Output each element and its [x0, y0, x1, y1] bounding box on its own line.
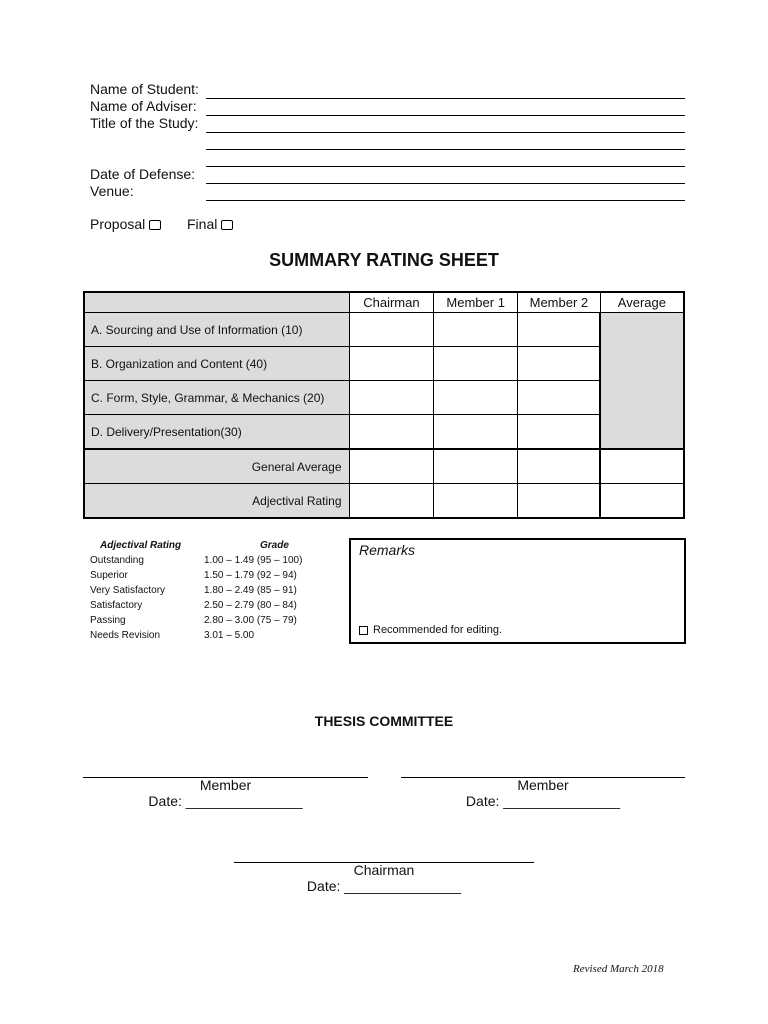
member-date-left[interactable]: Date: _______________	[148, 793, 303, 809]
adviser-label: Name of Adviser:	[90, 98, 197, 114]
final-checkbox[interactable]	[221, 220, 233, 230]
cell-member2-b[interactable]	[518, 347, 601, 381]
venue-line[interactable]	[206, 200, 685, 201]
scale-rating: Outstanding	[90, 555, 144, 566]
cell-member1-b[interactable]	[434, 347, 518, 381]
member-label-left: Member	[199, 777, 252, 793]
cell-chairman-adjectival[interactable]	[349, 484, 434, 519]
list-item	[90, 598, 330, 613]
proposal-label: Proposal	[90, 216, 146, 232]
final-option[interactable]	[187, 216, 233, 232]
criterion-d: D. Delivery/Presentation(30)	[84, 415, 349, 450]
student-label: Name of Student:	[90, 81, 199, 97]
student-line[interactable]	[206, 98, 685, 99]
cell-member2-adjectival[interactable]	[518, 484, 601, 519]
chairman-label: Chairman	[353, 862, 415, 878]
list-item	[90, 628, 330, 643]
cell-member1-adjectival[interactable]	[434, 484, 518, 519]
cell-chairman-general-average[interactable]	[349, 449, 434, 484]
list-item	[90, 553, 330, 568]
table-row	[84, 313, 684, 347]
scale-grade: 1.80 – 2.49 (85 – 91)	[204, 585, 297, 596]
table-row	[84, 484, 684, 519]
proposal-checkbox[interactable]	[149, 220, 161, 230]
cell-member2-d[interactable]	[518, 415, 601, 450]
scale-header-grade: Grade	[260, 540, 289, 551]
rating-scale	[90, 538, 330, 643]
cell-member2-c[interactable]	[518, 381, 601, 415]
header-member-1: Member 1	[434, 292, 518, 313]
average-merged-cell	[600, 313, 684, 450]
cell-member2-a[interactable]	[518, 313, 601, 347]
header-average: Average	[600, 292, 684, 313]
final-label: Final	[187, 216, 218, 232]
scale-header-rating: Adjectival Rating	[100, 540, 182, 551]
cell-chairman-a[interactable]	[349, 313, 434, 347]
table-row	[84, 449, 684, 484]
table-row	[84, 415, 684, 450]
venue-label: Venue:	[90, 183, 134, 199]
cell-chairman-b[interactable]	[349, 347, 434, 381]
cell-average-adjectival[interactable]	[600, 484, 684, 519]
title-label: Title of the Study:	[90, 115, 199, 131]
page-title: SUMMARY RATING SHEET	[269, 250, 499, 270]
scale-rating: Very Satisfactory	[90, 585, 166, 596]
criterion-b: B. Organization and Content (40)	[84, 347, 349, 381]
cell-member1-general-average[interactable]	[434, 449, 518, 484]
remarks-box[interactable]	[349, 538, 686, 644]
adviser-line[interactable]	[206, 115, 685, 116]
recommend-option[interactable]	[359, 624, 502, 636]
list-item	[90, 583, 330, 598]
title-line-1[interactable]	[206, 132, 685, 133]
date-of-defense-line[interactable]	[206, 183, 685, 184]
scale-rating: Satisfactory	[90, 600, 143, 611]
chairman-date[interactable]: Date: _______________	[306, 878, 462, 894]
recommend-checkbox[interactable]	[359, 626, 368, 635]
cell-member1-d[interactable]	[434, 415, 518, 450]
scale-grade: 1.00 – 1.49 (95 – 100)	[204, 555, 303, 566]
committee-title: THESIS COMMITTEE	[314, 713, 454, 729]
cell-member1-c[interactable]	[434, 381, 518, 415]
recommend-label: Recommended for editing.	[373, 624, 503, 636]
general-average-label: General Average	[84, 449, 349, 484]
scale-grade: 1.50 – 1.79 (92 – 94)	[204, 570, 297, 581]
adjectival-rating-label: Adjectival Rating	[84, 484, 349, 519]
table-row	[84, 381, 684, 415]
cell-average-general-average[interactable]	[600, 449, 684, 484]
cell-chairman-c[interactable]	[349, 381, 434, 415]
rating-table	[83, 291, 685, 519]
member-label-right: Member	[517, 777, 569, 793]
date-of-defense-label: Date of Defense:	[90, 166, 196, 182]
scale-rating: Needs Revision	[90, 630, 161, 641]
header-chairman: Chairman	[349, 292, 434, 313]
header-blank	[84, 292, 349, 313]
criterion-c: C. Form, Style, Grammar, & Mechanics (20)	[84, 381, 349, 415]
criterion-a: A. Sourcing and Use of Information (10)	[84, 313, 349, 347]
header-member-2: Member 2	[518, 292, 601, 313]
scale-grade: 3.01 – 5.00	[204, 630, 255, 641]
remarks-title: Remarks	[359, 542, 416, 558]
table-row	[84, 347, 684, 381]
revision-note: Revised March 2018	[573, 963, 664, 975]
list-item	[90, 568, 330, 583]
table-header-row	[84, 292, 684, 313]
scale-rating: Superior	[90, 570, 128, 581]
scale-rating: Passing	[90, 615, 126, 626]
scale-grade: 2.50 – 2.79 (80 – 84)	[204, 600, 297, 611]
proposal-option[interactable]	[90, 216, 161, 232]
list-item	[90, 613, 330, 628]
cell-member2-general-average[interactable]	[518, 449, 601, 484]
title-line-2[interactable]	[206, 149, 685, 150]
member-date-right[interactable]: Date: _______________	[465, 793, 621, 809]
cell-member1-a[interactable]	[434, 313, 518, 347]
scale-grade: 2.80 – 3.00 (75 – 79)	[204, 615, 297, 626]
date-line-top[interactable]	[206, 166, 685, 167]
cell-chairman-d[interactable]	[349, 415, 434, 450]
